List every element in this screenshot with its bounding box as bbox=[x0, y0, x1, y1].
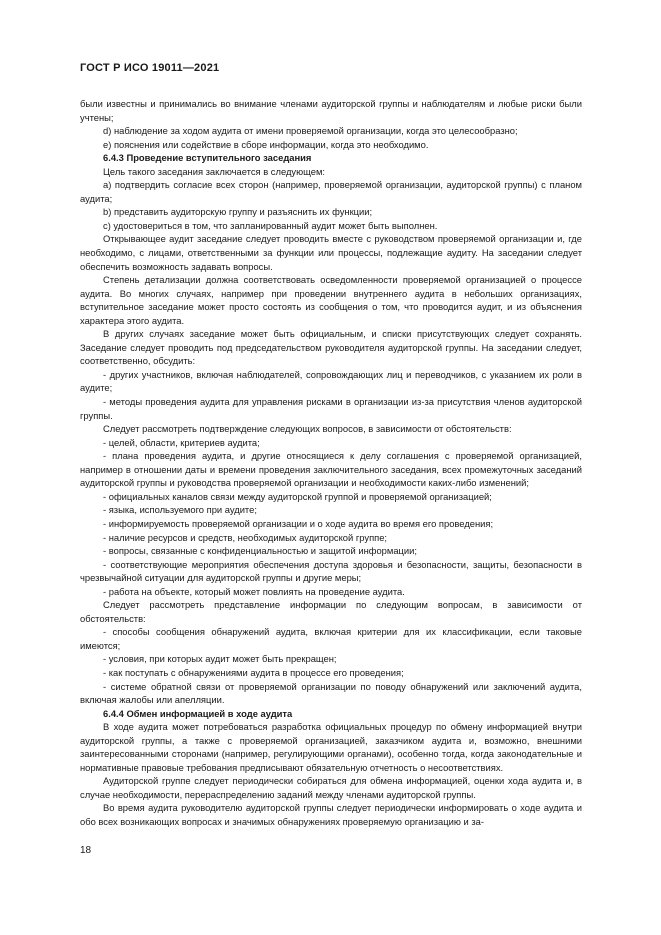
document-body bbox=[80, 97, 582, 829]
list-item: e) пояснения или содействие в сборе информации, когда это необходимо. bbox=[103, 138, 429, 150]
list-item: - других участников, включая наблюдателей, сопровождающих лиц и переводчиков, с указанием их роли в аудите; bbox=[80, 368, 582, 394]
section-heading: 6.4.3 Проведение вступительного заседания bbox=[103, 152, 312, 164]
list-item: - языка, используемого при аудите; bbox=[103, 504, 257, 516]
list-item: - методы проведения аудита для управления рисками в организации из-за присутствия членов аудиторской группы. bbox=[80, 396, 582, 421]
paragraph: Открывающее аудит заседание следует проводить вместе с руководством проверяемой организации и, где необходимо, с лицами, ответственными за функции или процессы, подлежащие аудиту. На заседании следует обеспечить возможность задавать вопросы. bbox=[80, 233, 582, 272]
paragraph: Степень детализации должна соответствовать осведомленности проверяемой организацией о процессе аудита. Во многих случаях, например при проведении внутреннего аудита в небольших организациях, вступительное заседание может просто состоять из сообщения о том, что проводится аудит, и из объяснения характера этого аудита. bbox=[80, 274, 582, 326]
paragraph: Следует рассмотреть подтверждение следующих вопросов, в зависимости от обстоятельств: bbox=[103, 423, 512, 435]
list-item: - соответствующие мероприятия обеспечения доступа здоровья и безопасности, защиты, безопасности в чрезвычайной ситуации для аудиторской группы и другие меры; bbox=[80, 558, 582, 584]
list-item: - работа на объекте, который может повлиять на проведение аудита. bbox=[103, 585, 405, 597]
paragraph: Следует рассмотреть представление информации по следующим вопросам, в зависимости от обстоятельств: bbox=[80, 599, 582, 624]
list-item: b) представить аудиторскую группу и разъяснить их функции; bbox=[103, 206, 373, 218]
list-item: - способы сообщения обнаружений аудита, включая критерии для их классификации, если таковые имеются; bbox=[80, 626, 582, 651]
paragraph: Цель такого заседания заключается в следующем: bbox=[103, 165, 326, 177]
paragraph: В ходе аудита может потребоваться разработка официальных процедур по обмену информацией внутри аудиторской группы, а также с проверяемой организацией, заказчиком аудита и, возможно, внешними заинтересованными сторонами (например, регулирующими органами), особенно тогда, когда законодательные и нормативные правовые требования предписывают обязательную отчетность о несоответствиях. bbox=[80, 721, 582, 773]
list-item: - плана проведения аудита, и другие относящиеся к делу соглашения с проверяемой организацией, например в отношении даты и времени проведения заключительного заседания, всех промежуточных заседаний аудиторской группы и руководства проверяемой организации и необходимости каких-либо изменений; bbox=[80, 450, 582, 489]
list-item: - официальных каналов связи между аудиторской группой и проверяемой организацией; bbox=[103, 490, 492, 502]
page-number: 18 bbox=[80, 845, 92, 856]
paragraph: В других случаях заседание может быть официальным, и списки присутствующих следует сохранять. Заседание следует проводить под председательством руководителя аудиторской группы. На заседании следует, соответственно, обсудить: bbox=[80, 328, 582, 367]
list-item: - условия, при которых аудит может быть прекращен; bbox=[103, 653, 337, 665]
list-item: - вопросы, связанные с конфиденциальностью и защитой информации; bbox=[103, 545, 417, 557]
list-item: - целей, области, критериев аудита; bbox=[103, 436, 260, 448]
list-item: - информируемость проверяемой организации и о ходе аудита во время его проведения; bbox=[103, 517, 494, 529]
list-item: c) удостовериться в том, что запланированный аудит может быть выполнен. bbox=[103, 219, 438, 231]
list-item: - как поступать с обнаружениями аудита в процессе его проведения; bbox=[103, 666, 404, 678]
list-item: d) наблюдение за ходом аудита от имени проверяемой организации, когда это целесообразно; bbox=[103, 125, 518, 137]
standard-header: ГОСТ Р ИСО 19011—2021 bbox=[80, 62, 220, 74]
list-item: - системе обратной связи от проверяемой организации по поводу обнаружений или заключений аудита, включая жалобы или апелляции. bbox=[80, 680, 582, 706]
paragraph: Во время аудита руководителю аудиторской группы следует периодически информировать о ходе аудита и обо всех возникающих вопросах и значимых обнаружениях проверяемую организацию и за- bbox=[80, 802, 582, 827]
list-item: - наличие ресурсов и средств, необходимых аудиторской группе; bbox=[103, 531, 388, 543]
section-heading: 6.4.4 Обмен информацией в ходе аудита bbox=[103, 707, 293, 719]
paragraph: Аудиторской группе следует периодически собираться для обмена информацией, оценки хода аудита и, в случае необходимости, перераспределению заданий между членами аудиторской группы. bbox=[80, 775, 582, 800]
paragraph: были известны и принимались во внимание членами аудиторской группы и наблюдателям и любые риски были учтены; bbox=[80, 98, 582, 123]
list-item: a) подтвердить согласие всех сторон (например, проверяемой организации, аудиторской группы) с планом аудита; bbox=[80, 179, 582, 204]
